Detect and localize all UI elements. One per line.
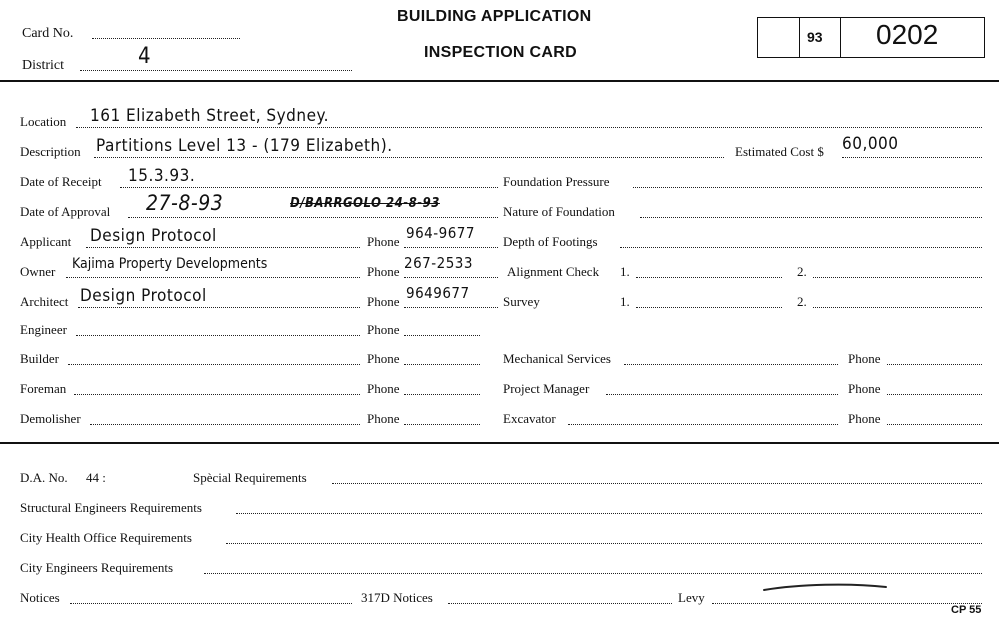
health-requirements-label: City Health Office Requirements [20, 530, 192, 545]
date-of-receipt-value: 15.3.93. [128, 166, 196, 186]
owner-line [66, 277, 360, 278]
applicant-value: Design Protocol [90, 226, 217, 246]
depth-of-footings-label: Depth of Footings [503, 234, 598, 249]
structural-requirements-line [236, 513, 982, 514]
location-line [76, 127, 982, 128]
foreman-line [74, 394, 360, 395]
architect-phone-line [404, 307, 498, 308]
applicant-phone-value: 964-9677 [406, 224, 475, 242]
health-requirements-line [226, 543, 982, 544]
excavator-label: Excavator [503, 411, 556, 426]
foundation-pressure-line [633, 187, 982, 188]
mechanical-services-label: Mechanical Services [503, 351, 611, 366]
applicant-phone-line [404, 247, 498, 248]
excavator-line [568, 424, 838, 425]
engineer-phone-label: Phone [367, 322, 400, 337]
architect-value: Design Protocol [80, 286, 207, 306]
applicant-line [86, 247, 360, 248]
foundation-pressure-label: Foundation Pressure [503, 174, 610, 189]
owner-phone-value: 267-2533 [404, 254, 473, 272]
notices-line [70, 603, 352, 604]
project-manager-label: Project Manager [503, 381, 590, 396]
survey-1-label: 1. [620, 294, 630, 309]
box-divider-2 [840, 17, 841, 58]
survey-label: Survey [503, 294, 540, 309]
excavator-phone-line [887, 424, 982, 425]
box-divider-1 [799, 17, 800, 58]
alignment-check-1-line [636, 277, 782, 278]
section-rule [0, 442, 999, 444]
foreman-phone-line [404, 394, 480, 395]
project-manager-phone-line [887, 394, 982, 395]
nature-of-foundation-label: Nature of Foundation [503, 204, 615, 219]
estimated-cost-value: 60,000 [842, 134, 899, 154]
form-title-line1: BUILDING APPLICATION [397, 8, 592, 25]
foreman-phone-label: Phone [367, 381, 400, 396]
card-no-line [92, 38, 240, 39]
city-engineers-requirements-label: City Engineers Requirements [20, 560, 174, 575]
excavator-phone-label: Phone [848, 411, 881, 426]
owner-phone-line [404, 277, 498, 278]
alignment-check-2-line [813, 277, 982, 278]
date-of-approval-value: 27-8-93 [146, 191, 224, 215]
card-number-box [757, 17, 985, 58]
header-rule [0, 80, 999, 82]
architect-phone-value: 9649677 [406, 284, 470, 302]
notices-317d-label: 317D Notices [361, 590, 433, 605]
card-no-label: Card No. [22, 26, 74, 41]
levy-line [712, 603, 982, 604]
demolisher-label: Demolisher [20, 411, 81, 426]
owner-value: Kajima Property Developments [72, 256, 268, 272]
date-of-approval-label: Date of Approval [20, 204, 111, 219]
engineer-phone-line [404, 335, 480, 336]
depth-of-footings-line [620, 247, 982, 248]
project-manager-phone-label: Phone [848, 381, 881, 396]
applicant-phone-label: Phone [367, 234, 400, 249]
levy-label: Levy [678, 590, 705, 605]
demolisher-line [90, 424, 360, 425]
description-line [94, 157, 724, 158]
date-of-approval-note: D/BARRGOLO 24-8-93 [290, 196, 440, 211]
builder-line [68, 364, 360, 365]
form-title-line2: INSPECTION CARD [424, 44, 577, 61]
survey-2-label: 2. [797, 294, 807, 309]
district-line [80, 70, 352, 71]
demolisher-phone-line [404, 424, 480, 425]
district-label: District [22, 58, 64, 73]
demolisher-phone-label: Phone [367, 411, 400, 426]
levy-pen-stroke [760, 580, 890, 596]
special-requirements-line [332, 483, 982, 484]
applicant-label: Applicant [20, 234, 72, 249]
builder-label: Builder [20, 351, 59, 366]
form-code: CP 55 [951, 604, 982, 616]
builder-phone-line [404, 364, 480, 365]
estimated-cost-label: Estimated Cost $ [735, 144, 824, 159]
project-manager-line [606, 394, 838, 395]
owner-phone-label: Phone [367, 264, 400, 279]
district-value: 4 [138, 44, 152, 69]
engineer-line [76, 335, 360, 336]
notices-317d-line [448, 603, 672, 604]
architect-label: Architect [20, 294, 69, 309]
city-engineers-requirements-line [204, 573, 982, 574]
architect-phone-label: Phone [367, 294, 400, 309]
mechanical-services-phone-label: Phone [848, 351, 881, 366]
survey-1-line [636, 307, 782, 308]
special-requirements-label: Spècial Requirements [193, 470, 307, 485]
nature-of-foundation-line [640, 217, 982, 218]
location-value: 161 Elizabeth Street, Sydney. [90, 106, 329, 126]
date-of-receipt-line [120, 187, 498, 188]
description-label: Description [20, 144, 81, 159]
mechanical-services-line [624, 364, 838, 365]
survey-2-line [813, 307, 982, 308]
alignment-check-1-label: 1. [620, 264, 630, 279]
year-code: 93 [807, 29, 823, 45]
engineer-label: Engineer [20, 322, 67, 337]
notices-label: Notices [20, 590, 60, 605]
card-number: 0202 [876, 19, 939, 50]
builder-phone-label: Phone [367, 351, 400, 366]
alignment-check-2-label: 2. [797, 264, 807, 279]
structural-requirements-label: Structural Engineers Requirements [20, 500, 202, 515]
architect-line [78, 307, 360, 308]
owner-label: Owner [20, 264, 56, 279]
date-of-approval-line [128, 217, 498, 218]
description-value: Partitions Level 13 - (179 Elizabeth). [96, 136, 393, 156]
location-label: Location [20, 114, 67, 129]
date-of-receipt-label: Date of Receipt [20, 174, 102, 189]
foreman-label: Foreman [20, 381, 67, 396]
mechanical-services-phone-line [887, 364, 982, 365]
estimated-cost-line [842, 157, 982, 158]
da-no-value: 44 : [86, 470, 106, 485]
da-no-label: D.A. No. [20, 470, 68, 485]
alignment-check-label: Alignment Check [507, 264, 600, 279]
